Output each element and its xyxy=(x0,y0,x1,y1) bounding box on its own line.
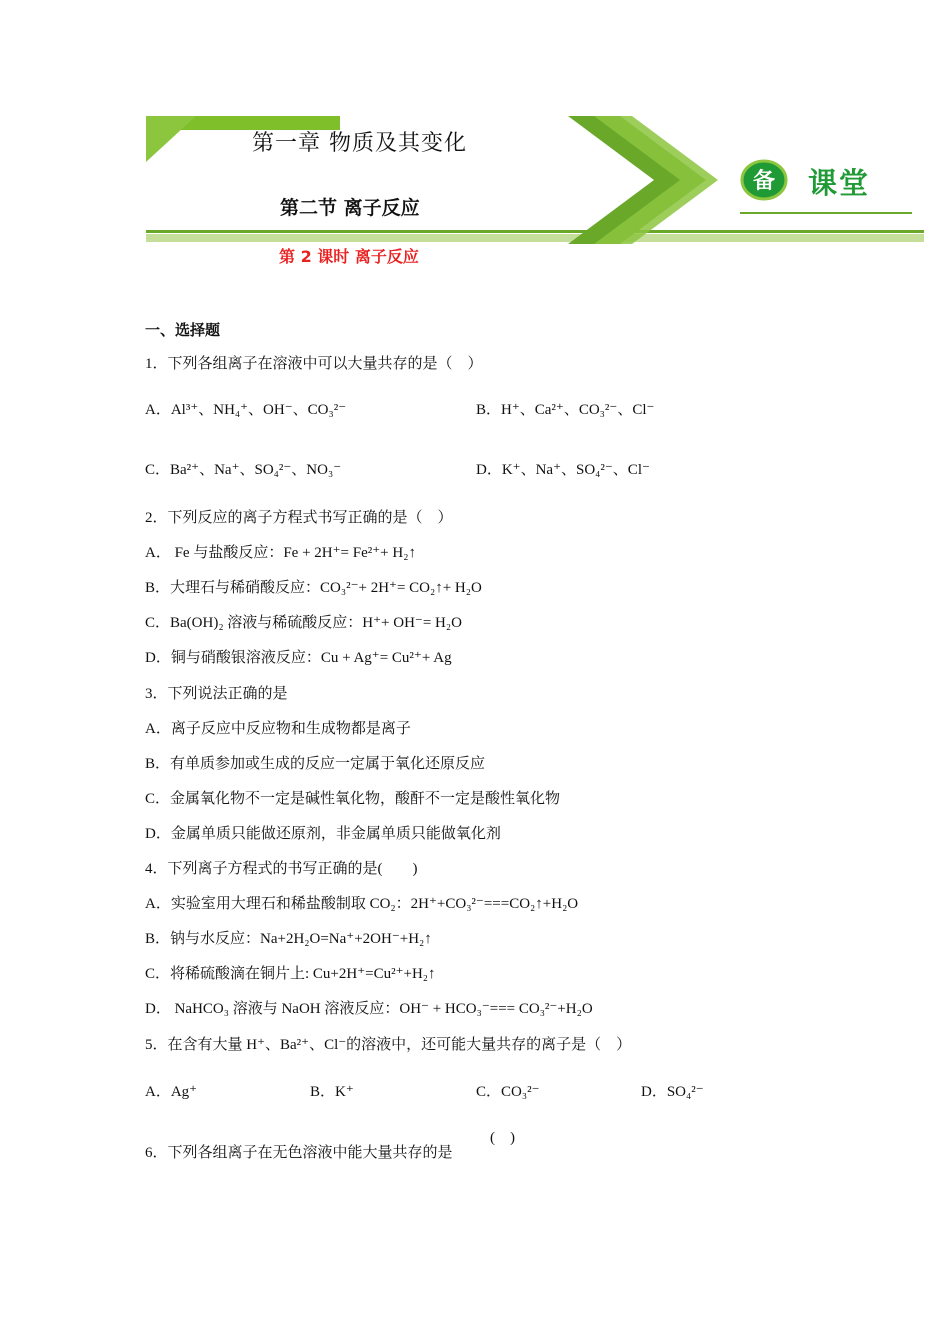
q3-option-c: C．金属氧化物不一定是碱性氧化物，酸酐不一定是酸性氧化物 xyxy=(145,791,561,807)
q5-option-b: B．K⁺ xyxy=(310,1084,354,1100)
q5-option-a: A．Ag⁺ xyxy=(145,1084,198,1100)
logo-mark: 备 xyxy=(753,169,776,194)
q1-option-c: C．Ba²⁺、Na⁺、SO₄²⁻、NO₃⁻ xyxy=(145,462,342,478)
q6-stem: 6．下列各组离子在无色溶液中能大量共存的是 xyxy=(145,1145,453,1161)
q5-option-d: D．SO₄²⁻ xyxy=(641,1084,704,1100)
q1-option-a: A．Al³⁺、NH₄⁺、OH⁻、CO₃²⁻ xyxy=(145,402,347,418)
section-heading: 一、选择题 xyxy=(145,321,221,339)
header-banner xyxy=(0,0,950,280)
q2-option-c: C．Ba(OH)₂ 溶液与稀硫酸反应：H⁺+ OH⁻= H₂O xyxy=(145,615,462,631)
lesson-title: 第 2 课时 离子反应 xyxy=(279,247,419,266)
q1-option-d: D．K⁺、Na⁺、SO₄²⁻、Cl⁻ xyxy=(476,462,650,478)
q4-stem: 4．下列离子方程式的书写正确的是( ) xyxy=(145,861,418,877)
logo-text: 课堂 xyxy=(808,166,871,200)
q1-stem: 1．下列各组离子在溶液中可以大量共存的是（ ） xyxy=(145,356,483,372)
q6-answer-paren: ( ) xyxy=(490,1130,515,1146)
q2-option-a: A． Fe 与盐酸反应：Fe + 2H⁺= Fe²⁺+ H₂↑ xyxy=(145,545,416,561)
q3-option-a: A．离子反应中反应物和生成物都是离子 xyxy=(145,721,411,737)
q3-option-d: D．金属单质只能做还原剂，非金属单质只能做氧化剂 xyxy=(145,826,501,842)
q4-option-b: B．钠与水反应：Na+2H₂O=Na⁺+2OH⁻+H₂↑ xyxy=(145,931,432,947)
q2-stem: 2．下列反应的离子方程式书写正确的是（ ） xyxy=(145,510,453,526)
q4-option-a: A．实验室用大理石和稀盐酸制取 CO₂：2H⁺+CO₃²⁻===CO₂↑+H₂O xyxy=(145,896,579,912)
q5-stem: 5．在含有大量 H⁺、Ba²⁺、Cl⁻的溶液中，还可能大量共存的离子是（ ） xyxy=(145,1037,632,1053)
q5-option-c: C．CO₃²⁻ xyxy=(476,1084,540,1100)
chapter-title: 第一章 物质及其变化 xyxy=(252,131,467,156)
q2-option-b: B．大理石与稀硝酸反应：CO₃²⁻+ 2H⁺= CO₂↑+ H₂O xyxy=(145,580,482,596)
section-title: 第二节 离子反应 xyxy=(280,197,420,219)
q2-option-d: D．铜与硝酸银溶液反应：Cu + Ag⁺= Cu²⁺+ Ag xyxy=(145,650,452,666)
q1-option-b: B．H⁺、Ca²⁺、CO₃²⁻、Cl⁻ xyxy=(476,402,655,418)
q3-stem: 3．下列说法正确的是 xyxy=(145,686,288,702)
q3-option-b: B．有单质参加或生成的反应一定属于氧化还原反应 xyxy=(145,756,486,772)
q4-option-d: D． NaHCO₃ 溶液与 NaOH 溶液反应：OH⁻ + HCO₃⁻=== CO₃²⁻+H₂O xyxy=(145,1001,593,1017)
q4-option-c: C．将稀硫酸滴在铜片上: Cu+2H⁺=Cu²⁺+H₂↑ xyxy=(145,966,436,982)
